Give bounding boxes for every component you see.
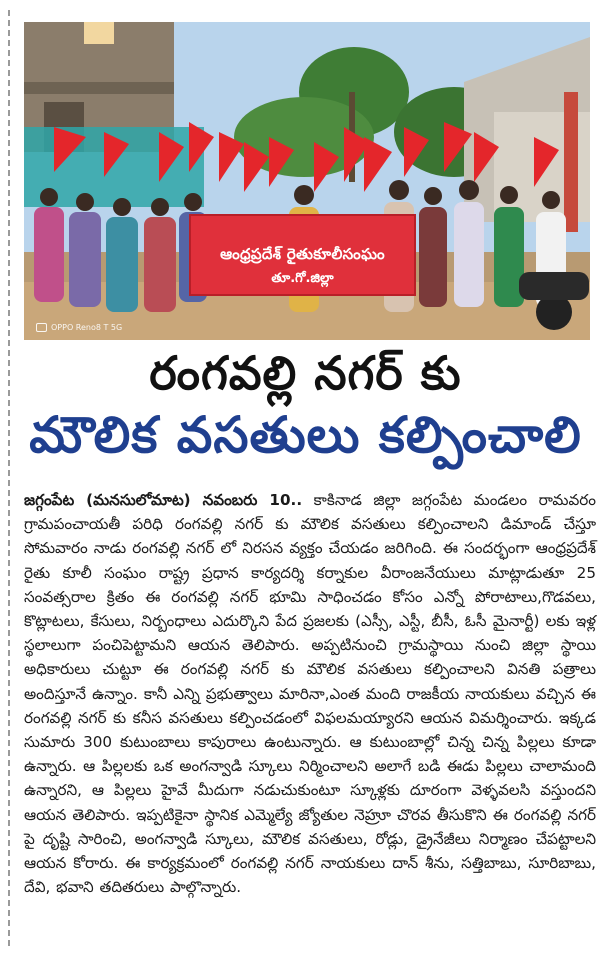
headline-line-2: మౌలిక వసతులు కల్పించాలి xyxy=(29,406,582,464)
banner-line-1: ఆంధ్రప్రదేశ్ రైతుకూలీసంఘం xyxy=(220,245,385,263)
protest-banner xyxy=(200,235,405,299)
article-text: కాకినాడ జిల్లా జగ్గంపేట మండలం రామవరం గ్రామపంచాయతీ పరిధి రంగవల్లి నగర్ కు మౌలిక వసతులు కల్పించాలని డిమాండ్ చేస్తూ సోమవారం నాడు రంగవల్లి నగర్ లో నిరసన వ్యక్తం చేయడం జరిగింది. ఈ సందర్భంగా ఆంధ్రప్రదేశ్ రైతు కూలీ సంఘం రాష్ట్ర ప్రధాన కార్యదర్శి కర్నాకుల వీరాంజనేయులు మాట్లాడుతూ 25 సంవత్సరాల క్రితం ఈ రంగవల్లి నగర్ భూమి సాధించడం కోసం ఎన్నో పోరాటాలు,గొడవలు, కొట్లాటలు, కేసులు, నిర్బంధాలు ఎదుర్కొని పేద ప్రజలకు (ఎస్సీ, ఎస్టీ, బీసీ, ఓసీ మైనార్టీ) లకు ఇళ్ల స్థలాలుగా పంచిపెట్టామని ఆయన తెలిపారు. అప్పటినుంచి గ్రామస్థాయి నుంచి జిల్లా స్థాయి అధికారులు చుట్టూ ఈ రంగవల్లి నగర్ కు మౌలిక వసతులు కల్పించాలని వినతి పత్రాలు అందిస్తూనే ఉన్నాం. కానీ ఎన్ని ప్రభుత్వాలు మారినా,ఎంత మంది రాజకీయ నాయకులు వచ్చిన ఈ రంగవల్లి నగర్ కు కనీస వసతులు కల్పించడంలో విఫలమయ్యారని ఆయన విమర్శించారు. ఇక్కడ సుమారు 300 కుటుంబాలు కాపురాలు ఉంటున్నారు. ఆ కుటుంబాల్లో చిన్న చిన్న పిల్లలు కూడా ఉన్నారు. ఆ పిల్లలకు ఒక అంగన్వాడి స్కూలు నిర్మించాలని అలాగే బడి ఈడు పిల్లలు చాలామంది ఉన్నారని, ఆ పిల్లలు హైవే మీదుగా నడుచుకుంటూ స్కూళ్లకు దూరంగా వెళ్ళవలసి వస్తుందని ఆయన తెలిపారు. ఇప్పటికైనా స్థానిక ఎమ్మెల్యే జ్యోతుల నెహ్రూ చొరవ తీసుకొని ఈ రంగవల్లి నగర్ పై దృష్టి సారించి, అంగన్వాడి స్కూలు, మౌలిక వసతులు, రోడ్లు, డ్రైనేజీలు నిర్మాణం చేపట్టాలని ఆయన కోరారు. ఈ కార్యక్రమంలో రంగవల్లి నగర్ నాయకులు దాన్ శీను, సత్తిబాబు, సూరిబాబు, దేవి, భవాని తదితరులు పాల్గొన్నారు. xyxy=(24,491,596,897)
watermark-text: OPPO Reno8 T 5G xyxy=(51,323,123,332)
article-body xyxy=(24,488,596,899)
headline-line-1: రంగవల్లి నగర్ కు xyxy=(149,346,462,400)
news-photo xyxy=(24,22,590,340)
camera-watermark xyxy=(36,323,122,332)
camera-icon xyxy=(36,323,47,332)
column-divider xyxy=(8,10,10,946)
article-dateline: జగ్గంపేట (మనసులోమాట) నవంబరు 10.. xyxy=(24,491,303,509)
banner-line-2: తూ.గో.జిల్లా xyxy=(271,271,334,286)
